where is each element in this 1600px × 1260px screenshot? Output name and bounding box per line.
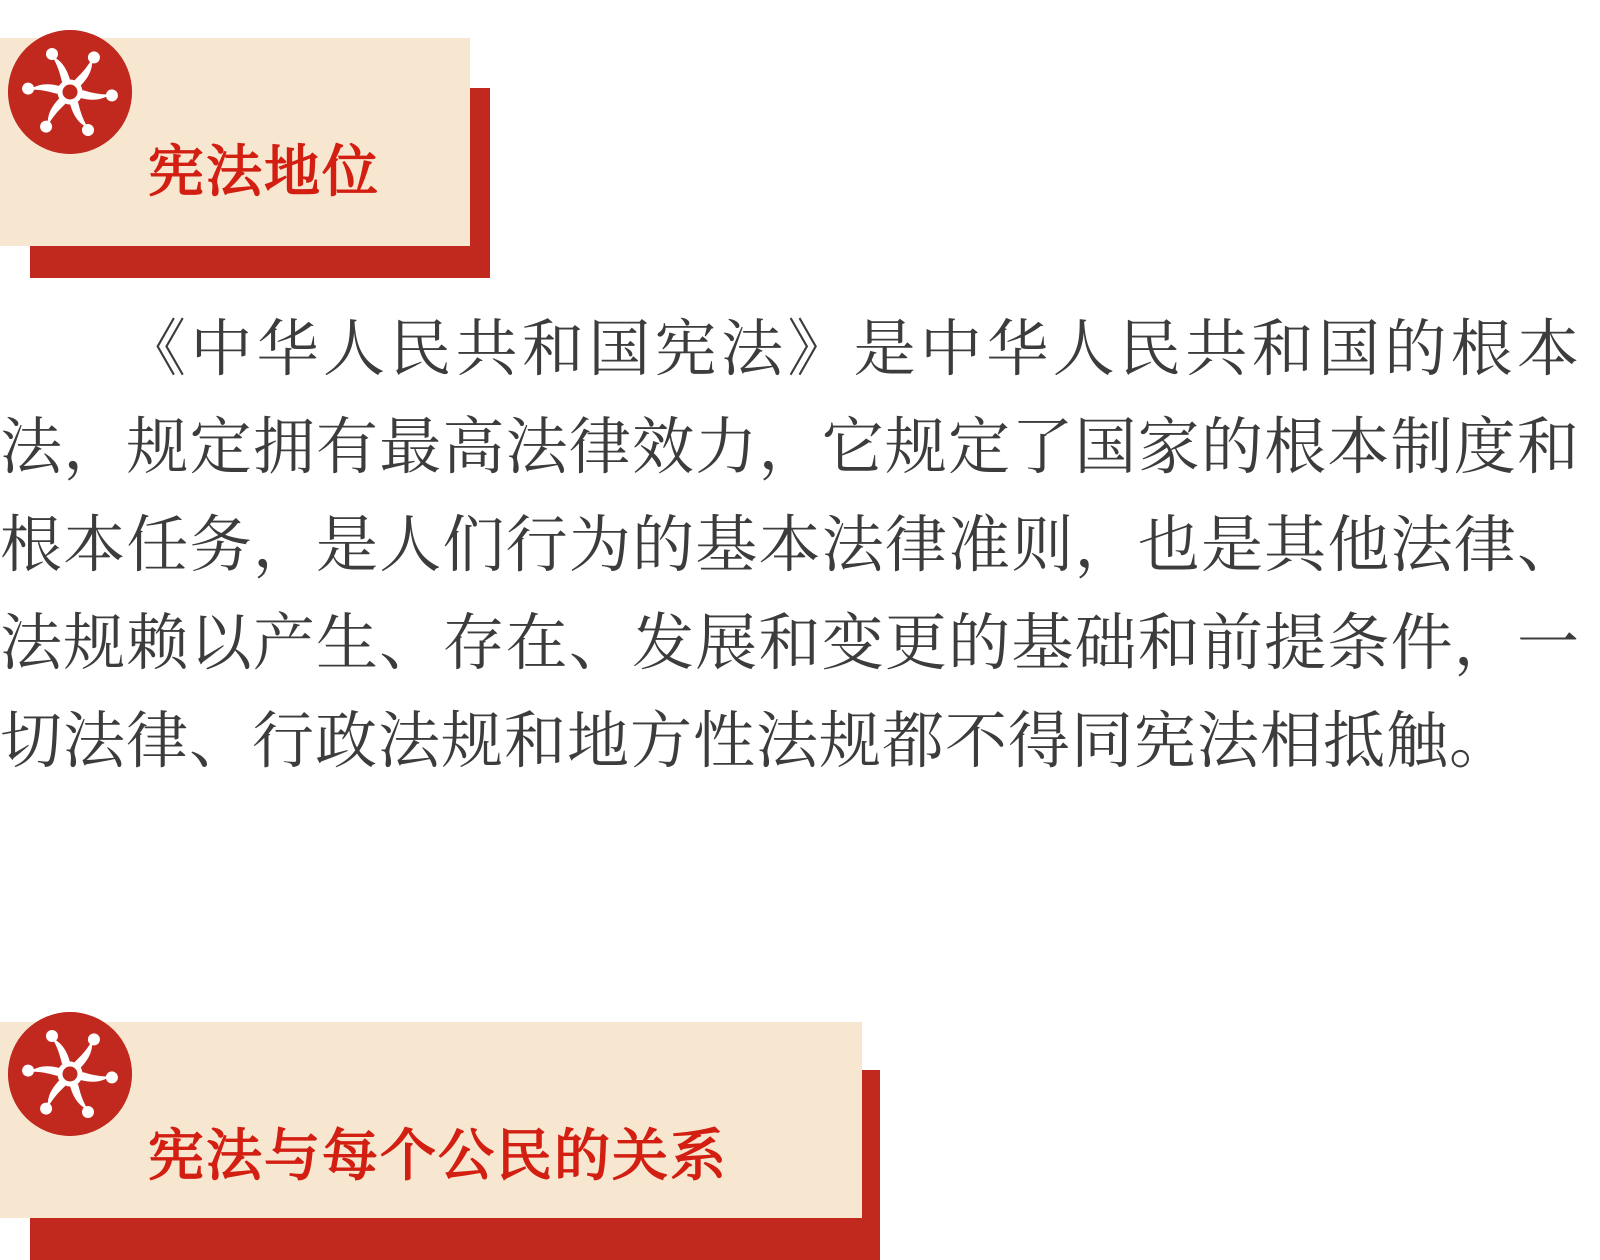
section-title: 宪法地位 (148, 140, 380, 203)
section-paragraph: 《中华人民共和国宪法》是中华人民共和国的根本法，规定拥有最高法律效力，它规定了国家的根本制度和根本任务，是人们行为的基本法律准则，也是其他法律、法规赖以产生、存在、发展和变更的基础和前提条件，一切法律、行政法规和地方性法规都不得同宪法相抵触。 (0, 312, 1580, 777)
lotus-emblem-icon (8, 1012, 132, 1136)
section-title: 宪法与每个公民的关系 (148, 1124, 728, 1187)
lotus-emblem-icon (8, 30, 132, 154)
